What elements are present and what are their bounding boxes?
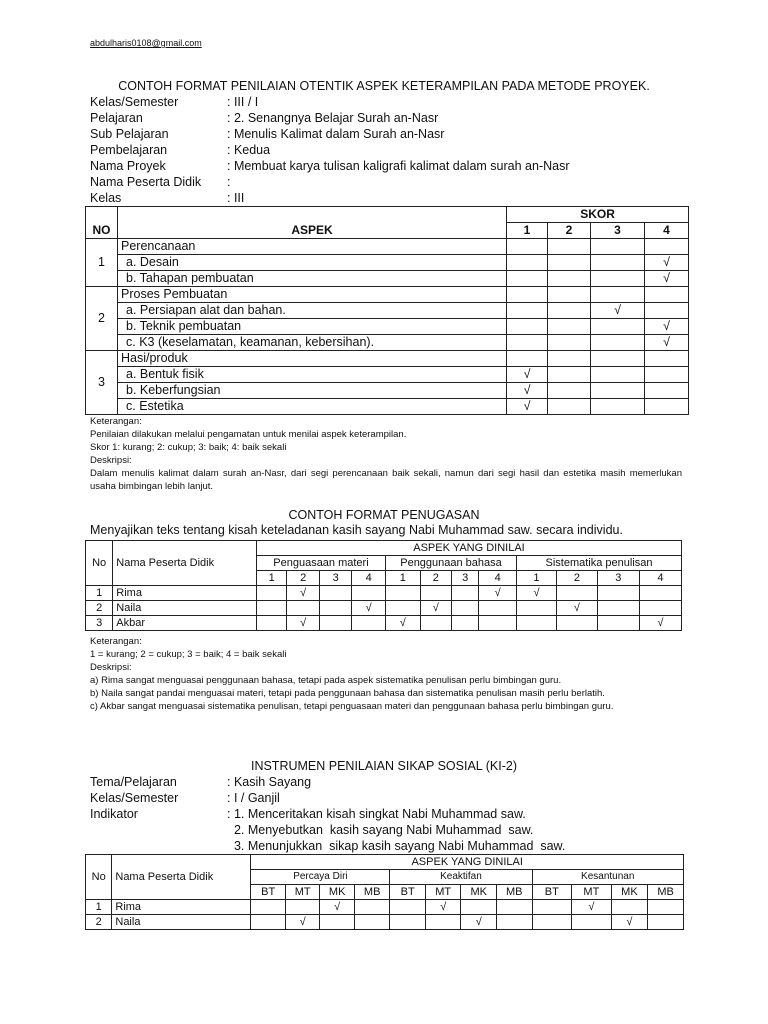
score-header: 3 (319, 571, 352, 586)
check-mark (548, 335, 591, 351)
section3-title: INSTRUMEN PENILAIAN SIKAP SOSIAL (KI-2) (250, 759, 518, 773)
score-header: 2 (420, 571, 451, 586)
check-mark (591, 271, 645, 287)
check-mark (517, 601, 557, 616)
check-mark (645, 303, 689, 319)
check-mark (548, 367, 591, 383)
check-mark: √ (591, 303, 645, 319)
check-mark: √ (611, 915, 648, 930)
check-mark: √ (645, 271, 689, 287)
check-mark: √ (645, 255, 689, 271)
check-mark (319, 616, 352, 631)
check-mark: √ (479, 586, 517, 601)
check-mark (319, 586, 352, 601)
table-row: c. Estetika √ (86, 399, 689, 415)
section2-notes: Keterangan: 1 = kurang; 2 = cukup; 3 = baik; 4 = baik sekali Deskripsi: a) Rima sangat menguasai penggunaan bahasa, tetapi pada aspek sistematika penulisan perlu bimbingan guru. b) Naila sangat pandai menguasai materi, tetapi pada penggunaan bahasa dan sistematika penulisan masih perlu berlatih. c) Akbar sangat menguasai sistematika penulisan, tetapi penguasaan materi dan penggunaan bahasa perlu bimbingan guru. (90, 636, 614, 712)
section1-notes: Keterangan: Penilaian dilakukan melalui pengamatan untuk menilai aspek keterampilan. Skor 1: kurang; 2: cukup; 3: baik; 4: baik sekali Deskripsi: Dalam menulis kalimat dalam surah an-Nasr, dari segi perencanaan baik sekali, namun dari segi hasil dan estetika masih memerlukan usaha bimbingan lebih lanjut. (90, 416, 682, 492)
header-skor: SKOR (507, 207, 689, 223)
check-mark (452, 601, 479, 616)
score-header: 3 (452, 571, 479, 586)
check-mark (572, 915, 612, 930)
table-row: 3 Akbar √ √ √ (86, 616, 682, 631)
section2-title: CONTOH FORMAT PENUGASAN (288, 508, 480, 522)
check-mark (591, 255, 645, 271)
check-mark (645, 383, 689, 399)
penugasan-table: No Nama Peserta Didik ASPEK YANG DINILAI Penguasaan materi Penggunaan bahasa Sistematika penulisan 1 2 3 4 1 2 3 4 1 2 3 4 1 Rima √ √ √ 2 Naila √ √ √ 3 Akbar √ √ √ (85, 540, 682, 631)
table-row: b. Tahapan pembuatan √ (86, 271, 689, 287)
score-header: MK (461, 885, 497, 900)
check-mark (256, 601, 286, 616)
score-header: BT (251, 885, 286, 900)
check-mark (532, 900, 572, 915)
score-header: MT (285, 885, 320, 900)
table-row: 2 Naila √ √ √ (86, 915, 684, 930)
section1-title: CONTOH FORMAT PENILAIAN OTENTIK ASPEK KETERAMPILAN PADA METODE PROYEK. (118, 79, 650, 93)
check-mark: √ (572, 900, 612, 915)
check-mark (479, 601, 517, 616)
check-mark: √ (645, 335, 689, 351)
check-mark (256, 616, 286, 631)
check-mark (556, 616, 597, 631)
check-mark (251, 900, 286, 915)
check-mark (354, 915, 390, 930)
check-mark (352, 586, 386, 601)
score-header: MB (496, 885, 532, 900)
check-mark (548, 319, 591, 335)
check-mark (390, 900, 426, 915)
check-mark (479, 616, 517, 631)
check-mark (556, 586, 597, 601)
table-row: 1 Rima √ √ √ (86, 586, 682, 601)
check-mark: √ (420, 601, 451, 616)
keterampilan-body (86, 239, 689, 415)
check-mark: √ (287, 586, 320, 601)
check-mark (507, 335, 548, 351)
score-header: BT (390, 885, 426, 900)
header-no: NO (86, 223, 118, 239)
score-header: 4 (639, 571, 681, 586)
check-mark (256, 586, 286, 601)
check-mark: √ (645, 319, 689, 335)
check-mark (507, 303, 548, 319)
table-row: 1 Rima √ √ √ (86, 900, 684, 915)
table-row: a. Desain √ (86, 255, 689, 271)
score-header: 1 (385, 571, 420, 586)
score-header: MK (320, 885, 355, 900)
check-mark: √ (385, 616, 420, 631)
check-mark (420, 616, 451, 631)
check-mark (507, 255, 548, 271)
check-mark (319, 601, 352, 616)
check-mark (648, 900, 684, 915)
check-mark (591, 367, 645, 383)
check-mark (320, 915, 355, 930)
check-mark (507, 271, 548, 287)
check-mark (354, 900, 390, 915)
table-row: b. Keberfungsian √ (86, 383, 689, 399)
check-mark (548, 255, 591, 271)
check-mark (591, 319, 645, 335)
table-row: 1 Perencanaan (86, 239, 689, 255)
table-row: 2 Naila √ √ √ (86, 601, 682, 616)
check-mark (591, 399, 645, 415)
check-mark (548, 271, 591, 287)
keterampilan-table: SKOR NO ASPEK 1 2 3 4 1 Perencanaan a. Desain √ b. Tahapan pembuatan √ 2 Proses Pembuatan a. Persiapan alat dan bahan. √ b. Teknik pembuatan √ c. K3 (keselamatan, keamanan, kebersihan). √ 3 Hasi/produk a. Bentuk fisik √ b. Keberfungsian √ c. Estetika √ (85, 206, 689, 415)
check-mark (591, 335, 645, 351)
check-mark: √ (517, 586, 557, 601)
check-mark (639, 586, 681, 601)
table-row: b. Teknik pembuatan √ (86, 319, 689, 335)
check-mark (385, 586, 420, 601)
sikap-sosial-table: No Nama Peserta Didik ASPEK YANG DINILAI Percaya Diri Keaktifan Kesantunan BT MT MK MB BT MT MK MB BT MT MK MB 1 Rima √ √ √ 2 Naila √ √ √ (85, 854, 684, 930)
table-row: a. Bentuk fisik √ (86, 367, 689, 383)
check-mark (532, 915, 572, 930)
score-header: 1 (517, 571, 557, 586)
check-mark (385, 601, 420, 616)
check-mark (548, 303, 591, 319)
check-mark (425, 915, 461, 930)
score-header: 4 (479, 571, 517, 586)
check-mark (461, 900, 497, 915)
check-mark: √ (507, 383, 548, 399)
check-mark (287, 601, 320, 616)
score-header: 1 (256, 571, 286, 586)
table-row: 3 Hasi/produk (86, 351, 689, 367)
header-aspek: ASPEK (118, 223, 507, 239)
score-header: BT (532, 885, 572, 900)
check-mark (648, 915, 684, 930)
check-mark: √ (285, 915, 320, 930)
check-mark: √ (461, 915, 497, 930)
check-mark (597, 616, 639, 631)
check-mark: √ (507, 399, 548, 415)
author-email[interactable]: abdulharis0108@gmail.com (90, 38, 202, 48)
check-mark (420, 586, 451, 601)
check-mark: √ (287, 616, 320, 631)
check-mark: √ (352, 601, 386, 616)
check-mark: √ (320, 900, 355, 915)
check-mark (597, 601, 639, 616)
table-row: 2 Proses Pembuatan (86, 287, 689, 303)
score-header: MT (572, 885, 612, 900)
check-mark (452, 616, 479, 631)
score-header: MB (354, 885, 390, 900)
check-mark (645, 367, 689, 383)
score-header: MT (425, 885, 461, 900)
section2-subtitle: Menyajikan teks tentang kisah keteladanan kasih sayang Nabi Muhammad saw. secara individu. (90, 523, 623, 537)
check-mark: √ (556, 601, 597, 616)
check-mark (496, 915, 532, 930)
check-mark (507, 319, 548, 335)
check-mark (639, 601, 681, 616)
table-row: a. Persiapan alat dan bahan. √ (86, 303, 689, 319)
check-mark (496, 900, 532, 915)
score-header: MK (611, 885, 648, 900)
check-mark (285, 900, 320, 915)
check-mark (597, 586, 639, 601)
score-header: 3 (597, 571, 639, 586)
table-row: c. K3 (keselamatan, keamanan, kebersihan). √ (86, 335, 689, 351)
check-mark (452, 586, 479, 601)
check-mark (390, 915, 426, 930)
check-mark (548, 383, 591, 399)
check-mark (517, 616, 557, 631)
score-header: 2 (287, 571, 320, 586)
check-mark (645, 399, 689, 415)
check-mark: √ (507, 367, 548, 383)
check-mark: √ (425, 900, 461, 915)
score-header: 2 (556, 571, 597, 586)
check-mark (591, 383, 645, 399)
check-mark (352, 616, 386, 631)
check-mark (548, 399, 591, 415)
score-header: 4 (352, 571, 386, 586)
check-mark (611, 900, 648, 915)
score-header: MB (648, 885, 684, 900)
check-mark: √ (639, 616, 681, 631)
check-mark (251, 915, 286, 930)
